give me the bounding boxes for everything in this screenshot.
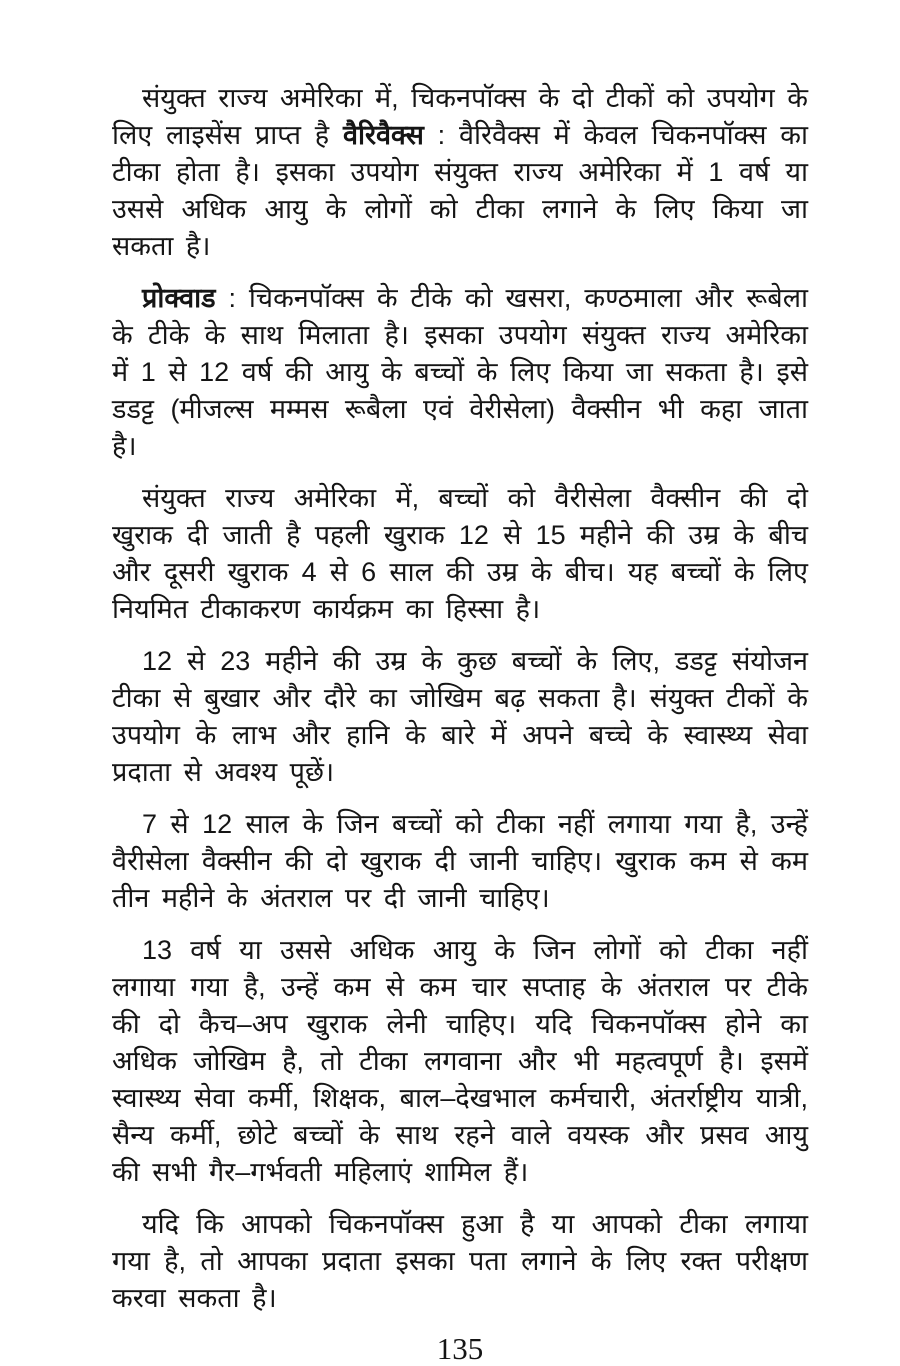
text-segment: संयुक्त राज्य अमेरिका में, चिकनपॉक्स के दो टीकों को उपयोग के लिए लाइसेंस प्राप्त है [112,83,808,150]
text-segment: 12 से 23 महीने की उम्र के कुछ बच्चों के लिए, डडट्ट संयोजन टीका से बुखार और दौरे का जोखिम बढ़ सकता है। संयुक्त टीकों के उपयोग के लाभ और हानि के बारे में अपने बच्चे के स्वास्थ्य सेवा प्रदाता से अवश्य पूछें। [112,646,808,787]
text-segment: 13 वर्ष या उससे अधिक आयु के जिन लोगों को टीका नहीं लगाया गया है, उन्हें कम से कम चार सप्ताह के अंतराल पर टीके की दो कैच–अप खुराक लेनी चाहिए। यदि चिकनपॉक्स होने का अधिक जोखिम है, तो टीका लगवाना और भी महत्वपूर्ण है। इसमें स्वास्थ्य सेवा कर्मी, शिक्षक, बाल–देखभाल कर्मचारी, अंतर्राष्ट्रीय यात्री, सैन्य कर्मी, छोटे बच्चों के साथ रहने वाले वयस्क और प्रसव आयु की सभी गैर–गर्भवती महिलाएं शामिल हैं। [112,935,808,1187]
text-segment: : चिकनपॉक्स के टीके को खसरा, कण्ठमाला और रूबेला के टीके के साथ मिलाता है। इसका उपयोग संयुक्त राज्य अमेरिका में 1 से 12 वर्ष की आयु के बच्चों के लिए किया जा सकता है। इसे डडट्ट (मीजल्स मम्मस रूबैला एवं वेरीसेला) वैक्सीन भी कहा जाता है। [112,283,808,461]
paragraph [112,643,808,791]
paragraph [112,280,808,465]
vaccine-name-bold: वैरिवैक्स [342,120,424,150]
vaccine-name-bold: प्रोक्वाड [142,283,216,313]
body-text [112,80,808,1317]
paragraph [112,932,808,1191]
paragraph [112,480,808,628]
text-segment: 7 से 12 साल के जिन बच्चों को टीका नहीं लगाया गया है, उन्हें वैरीसेला वैक्सीन की दो खुराक दी जानी चाहिए। खुराक कम से कम तीन महीने के अंतराल पर दी जानी चाहिए। [112,809,808,913]
paragraph [112,80,808,265]
text-segment: : वैरिवैक्स में केवल चिकनपॉक्स का टीका होता है। इसका उपयोग संयुक्त राज्य अमेरिका में 1 वर्ष या उससे अधिक आयु के लोगों को टीका लगाने के लिए किया जा सकता है। [112,120,808,261]
text-segment: यदि कि आपको चिकनपॉक्स हुआ है या आपको टीका लगाया गया है, तो आपका प्रदाता इसका पता लगाने के लिए रक्त परीक्षण करवा सकता है। [112,1209,808,1313]
text-segment: संयुक्त राज्य अमेरिका में, बच्चों को वैरीसेला वैक्सीन की दो खुराक दी जाती है पहली खुराक 12 से 15 महीने की उम्र के बीच और दूसरी खुराक 4 से 6 साल की उम्र के बीच। यह बच्चों के लिए नियमित टीकाकरण कार्यक्रम का हिस्सा है। [112,483,808,624]
paragraph [112,806,808,917]
page-number: 135 [436,1331,484,1366]
paragraph [112,1206,808,1317]
